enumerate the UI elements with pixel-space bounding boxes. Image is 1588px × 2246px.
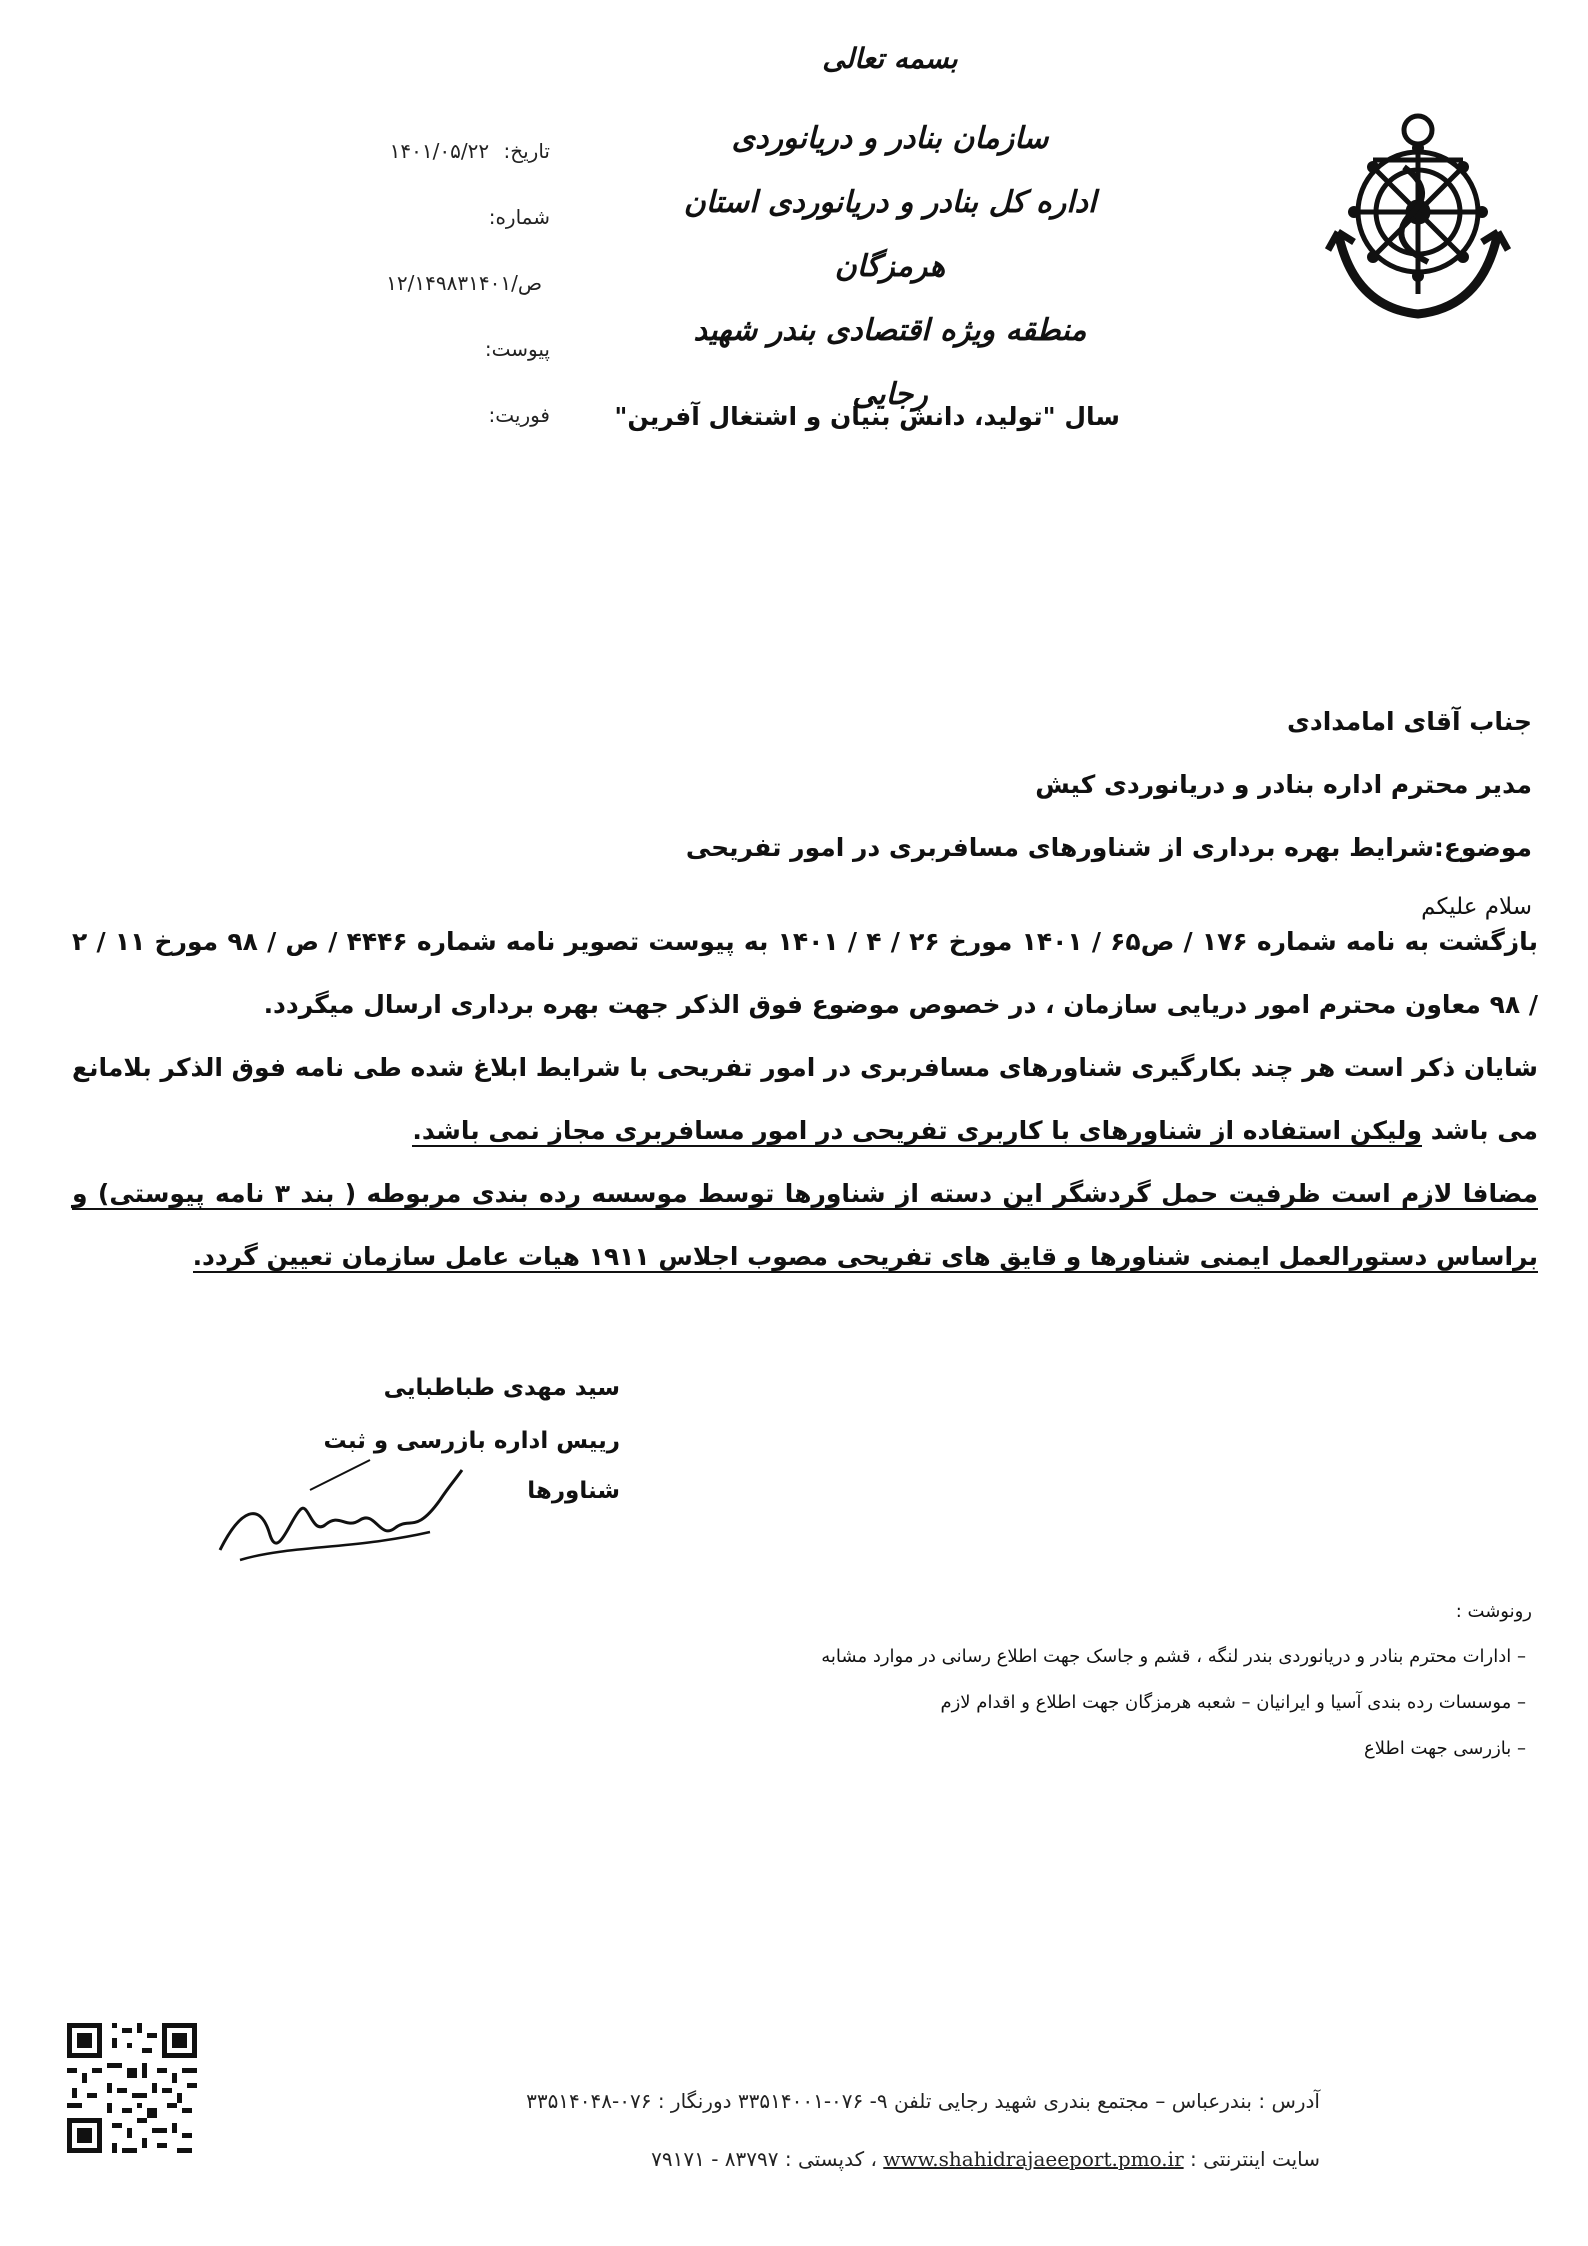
urgency-label: فوریت:	[488, 403, 550, 427]
attachment-row	[290, 316, 550, 382]
number-value: ۱۲/۱۴۹۸۳ص/۱۴۰۱	[386, 271, 542, 295]
footer-address: آدرس : بندرعباس – مجتمع بندری شهید رجایی تلفن ۹- ۰۷۶-۳۳۵۱۴۰۰۱ دورنگار : ۰۷۶-۳۳۵۱۴۰۴۸	[526, 2089, 1320, 2113]
cc-item: – ادارات محترم بنادر و دریانوردی بندر لنگه ، قشم و جاسک جهت اطلاع رسانی در موارد مشابه	[821, 1646, 1526, 1667]
org-name-line-3: منطقه ویژه اقتصادی بندر شهید رجایی	[693, 313, 1087, 412]
cc-item: – موسسات رده بندی آسیا و ایرانیان – شعبه هرمزگان جهت اطلاع و اقدام لازم	[940, 1692, 1526, 1713]
date-value: ۱۴۰۱/۰۵/۲۲	[389, 139, 490, 163]
cc-title: رونوشت :	[1455, 1601, 1532, 1622]
body-paragraph-3-underlined: مضافا لازم است ظرفیت حمل گردشگر این دسته از شناورها توسط موسسه رده بندی مربوطه ( بند ۳ نامه پیوستی) و براساس دستورالعمل ایمنی شناورها و قایق های تفریحی مصوب اجلاس ۱۹۱۱ هیات عامل سازمان تعیین گردد.	[72, 1179, 1538, 1271]
attachment-label: پیوست:	[484, 337, 550, 361]
signatory-title: رییس اداره بازرسی و ثبت شناورها	[323, 1428, 620, 1504]
number-label: شماره:	[488, 205, 550, 229]
org-name-line-1: سازمان بنادر و دریانوردی	[731, 121, 1049, 156]
body-paragraph-3	[72, 1162, 1538, 1288]
urgency-row	[290, 382, 550, 448]
qr-code-icon	[62, 2018, 202, 2158]
number-row	[290, 184, 550, 250]
cc-list	[332, 1590, 1532, 1772]
body-paragraph-2-start: شایان ذکر است هر چند بکارگیری شناورهای مسافربری در امور تفریحی با شرایط ابلاغ شده طی نامه فوق الذکر بلامانع می باشد	[72, 1053, 1538, 1145]
footer-website-row	[250, 2130, 1320, 2188]
letterhead	[660, 42, 1120, 427]
letter-subject: موضوع:شرایط بهره برداری از شناورهای مسافربری در امور تفریحی	[685, 833, 1532, 862]
letter-body	[72, 910, 1538, 1288]
addressee-title: مدیر محترم اداره بنادر و دریانوردی کیش	[1035, 770, 1532, 799]
greeting: سلام علیکم	[1421, 894, 1532, 920]
body-paragraph-2	[72, 1036, 1538, 1162]
handwritten-signature-icon	[200, 1440, 480, 1580]
body-paragraph-2-underlined: ولیکن استفاده از شناورهای با کاربری تفریحی در امور مسافربری مجاز نمی باشد.	[412, 1116, 1422, 1145]
anchor-wheel-logo-icon	[1318, 82, 1518, 332]
body-paragraph-1: بازگشت به نامه شماره ۱۷۶ / ص۶۵ / ۱۴۰۱ مورخ ۲۶ / ۴ / ۱۴۰۱ به پیوست تصویر نامه شماره ۴۴۴۶ / ص / ۹۸ مورخ ۱۱ / ۲ / ۹۸ معاون محترم امور دریایی سازمان ، در خصوص موضوع فوق الذکر جهت بهره برداری ارسال میگردد.	[72, 927, 1538, 1019]
postal-code: ، کدپستی : ۸۳۷۹۷ - ۷۹۱۷۱	[651, 2147, 877, 2171]
year-slogan: سال "تولید، دانش بنیان و اشتغال آفرین"	[614, 402, 1120, 431]
date-label: تاریخ:	[503, 139, 550, 163]
number-value-row	[290, 250, 550, 316]
website-link[interactable]: www.shahidrajaeeport.pmo.ir	[883, 2147, 1184, 2171]
date-row	[290, 118, 550, 184]
signatory-name: سید مهدی طباطبایی	[383, 1375, 620, 1401]
website-label: سایت اینترنتی :	[1189, 2147, 1320, 2171]
addressee-block	[52, 690, 1532, 935]
org-name-line-2: اداره کل بنادر و دریانوردی استان هرمزگان	[683, 185, 1097, 284]
footer	[250, 2072, 1320, 2188]
letter-meta	[290, 118, 550, 448]
bismillah-heading: بسمه تعالی	[822, 42, 958, 75]
cc-item: – بازرسی جهت اطلاع	[1363, 1738, 1526, 1759]
addressee-name: جناب آقای امامدادی	[1286, 707, 1532, 736]
